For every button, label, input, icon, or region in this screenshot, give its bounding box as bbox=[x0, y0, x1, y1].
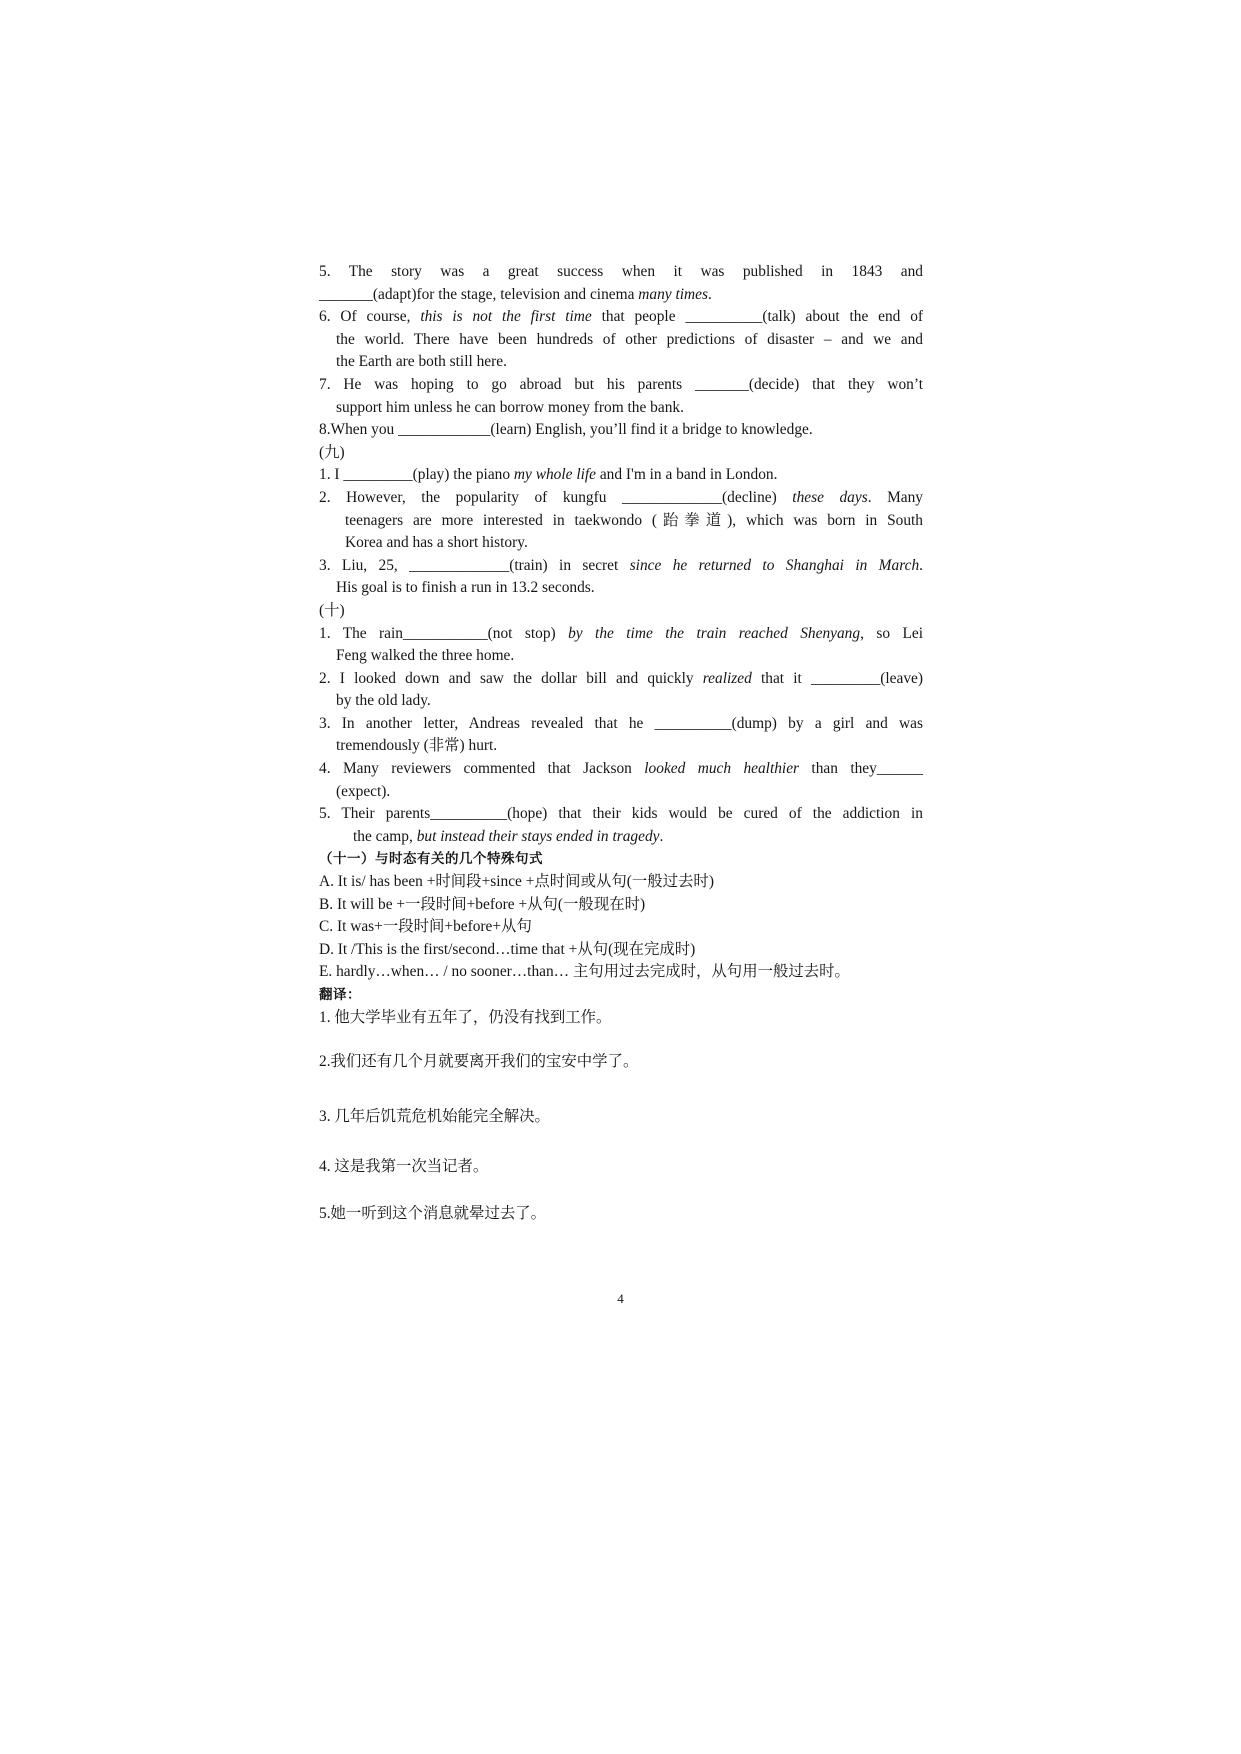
question-text: . bbox=[707, 285, 712, 303]
question-text: . bbox=[919, 556, 924, 574]
translation-item: 3. 几年后饥荒危机始能完全解决。 bbox=[319, 1107, 550, 1125]
question-line: His goal is to finish a run in 13.2 seconds. bbox=[336, 579, 595, 597]
italic-clue: many times bbox=[638, 285, 708, 303]
translation-item: 5.她一听到这个消息就晕过去了。 bbox=[319, 1204, 547, 1222]
question-line: 7. He was hoping to go abroad but his parents _______(decide) that they won’t bbox=[319, 375, 923, 393]
question-line bbox=[319, 284, 923, 307]
question-line: by the old lady. bbox=[336, 692, 431, 710]
translation-item: 2.我们还有几个月就要离开我们的宝安中学了。 bbox=[319, 1053, 639, 1071]
question-text: the camp, bbox=[353, 827, 417, 845]
worksheet-content bbox=[319, 261, 923, 1226]
italic-clue: by the time the train reached Shenyang bbox=[568, 624, 861, 642]
question-text: , so Lei bbox=[860, 624, 923, 642]
question-text: that it _________(leave) bbox=[751, 669, 923, 687]
question-line: 8.When you ____________(learn) English, you’ll find it a bridge to knowledge. bbox=[319, 421, 813, 439]
italic-clue: this is not the first time bbox=[420, 308, 592, 326]
question-text: that people __________(talk) about the end of bbox=[591, 308, 924, 326]
question-text: 3. Liu, 25, _____________(train) in secret bbox=[319, 556, 630, 574]
question-text: . Many bbox=[867, 488, 923, 506]
question-text: and I'm in a band in London. bbox=[596, 466, 778, 484]
translation-item: 4. 这是我第一次当记者。 bbox=[319, 1158, 489, 1176]
question-text: 2. However, the popularity of kungfu _____________(decline) bbox=[319, 488, 793, 506]
italic-clue: but instead their stays ended in tragedy bbox=[416, 827, 660, 845]
section-10-title: (十) bbox=[319, 601, 345, 619]
pattern-item: D. It /This is the first/second…time that +从句(现在完成时) bbox=[319, 940, 696, 958]
question-text: 1. I _________(play) the piano bbox=[319, 466, 514, 484]
italic-clue: realized bbox=[702, 669, 752, 687]
question-line bbox=[319, 668, 923, 691]
pattern-item: A. It is/ has been +时间段+since +点时间或从句(一般过去时) bbox=[319, 873, 714, 891]
question-line bbox=[319, 758, 923, 781]
question-9-3 bbox=[319, 555, 923, 600]
question-text: 1. The rain___________(not stop) bbox=[319, 624, 569, 642]
pattern-item: C. It was+一段时间+before+从句 bbox=[319, 918, 532, 936]
question-line bbox=[319, 306, 923, 329]
question-line: Feng walked the three home. bbox=[336, 647, 515, 665]
question-10-1 bbox=[319, 623, 923, 668]
question-line bbox=[319, 555, 923, 578]
question-line: the world. There have been hundreds of other predictions of disaster – and we and bbox=[336, 330, 923, 348]
question-line: teenagers are more interested in taekwondo (跆拳道), which was born in South bbox=[345, 511, 923, 529]
question-10-4 bbox=[319, 758, 923, 803]
question-10-5 bbox=[319, 803, 923, 848]
italic-clue: since he returned to Shanghai in March bbox=[629, 556, 920, 574]
page-number: 4 bbox=[617, 1291, 624, 1306]
question-text: . bbox=[659, 827, 664, 845]
question-8-7 bbox=[319, 374, 923, 419]
italic-clue: looked much healthier bbox=[644, 760, 800, 778]
question-text: 6. Of course, bbox=[319, 308, 421, 326]
question-8-5 bbox=[319, 261, 923, 306]
question-line bbox=[319, 623, 923, 646]
translate-label: 翻译： bbox=[319, 987, 361, 1003]
section-9-title: (九) bbox=[319, 443, 345, 461]
question-9-1 bbox=[319, 464, 923, 487]
question-8-6 bbox=[319, 306, 923, 374]
question-text: than they______ bbox=[799, 760, 923, 778]
translation-item: 1. 他大学毕业有五年了，仍没有找到工作。 bbox=[319, 1008, 612, 1026]
question-8-8 bbox=[319, 419, 923, 442]
question-10-2 bbox=[319, 668, 923, 713]
question-9-2 bbox=[319, 487, 923, 555]
question-line: (expect). bbox=[336, 782, 391, 800]
question-text: 2. I looked down and saw the dollar bill and quickly bbox=[319, 669, 703, 687]
pattern-item: E. hardly…when… / no sooner…than… 主句用过去完成时，从句用一般过去时。 bbox=[319, 963, 850, 981]
question-line bbox=[319, 464, 923, 487]
question-text: _______(adapt)for the stage, television and cinema bbox=[319, 285, 639, 303]
question-line: the Earth are both still here. bbox=[336, 353, 507, 371]
pattern-item: B. It will be +一段时间+before +从句(一般现在时) bbox=[319, 895, 646, 913]
question-10-3 bbox=[319, 713, 923, 758]
section-11-title: （十一）与时态有关的几个特殊句式 bbox=[319, 851, 543, 868]
question-line bbox=[319, 826, 923, 849]
question-line: 3. In another letter, Andreas revealed that he __________(dump) by a girl and was bbox=[319, 714, 923, 732]
question-line: 5. The story was a great success when it was published in 1843 and bbox=[319, 263, 923, 280]
italic-clue: these days bbox=[792, 488, 868, 506]
question-line: Korea and has a short history. bbox=[345, 534, 528, 552]
question-line bbox=[319, 487, 923, 510]
question-line: tremendously (非常) hurt. bbox=[336, 737, 498, 755]
question-line: support him unless he can borrow money from the bank. bbox=[336, 398, 684, 416]
question-text: 4. Many reviewers commented that Jackson bbox=[319, 760, 645, 778]
question-line: 5. Their parents__________(hope) that their kids would be cured of the addiction in bbox=[319, 805, 923, 823]
italic-clue: my whole life bbox=[513, 466, 596, 484]
